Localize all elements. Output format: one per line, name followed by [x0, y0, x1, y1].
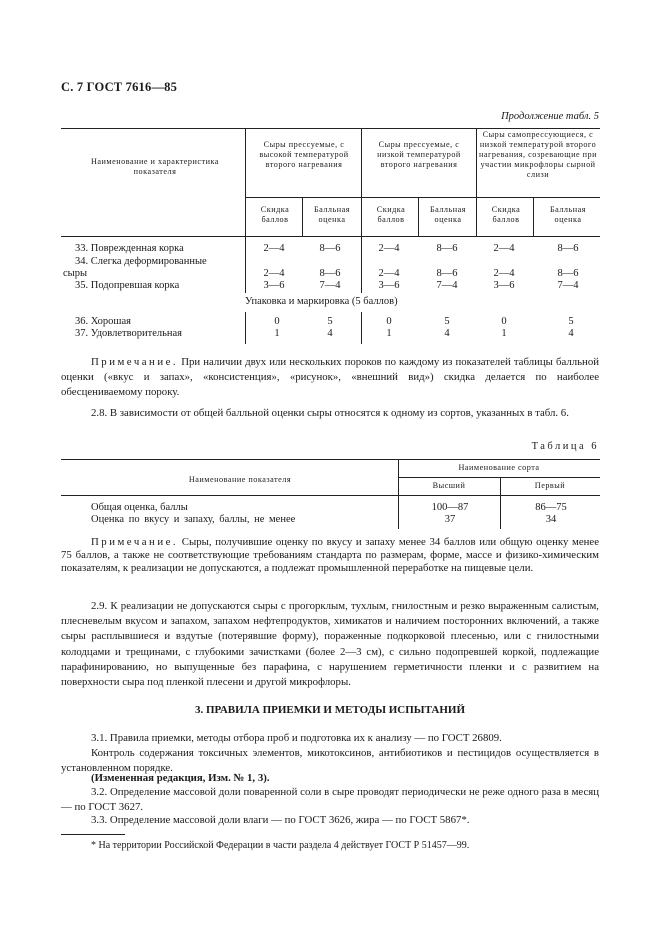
table-row-label: Общая оценка, баллы: [91, 502, 188, 513]
table-row-label: 34. Слегка деформированные: [75, 256, 207, 267]
table-cell: 2—4: [493, 243, 515, 254]
table-row-label: 33. Поврежденная корка: [75, 243, 184, 254]
table-cell: 8—6: [557, 268, 579, 279]
table5-sub-discount: Скидка баллов: [376, 205, 406, 224]
table-cell: 7—4: [319, 280, 341, 291]
table-cell: 0: [501, 316, 507, 327]
table-cell: 2—4: [378, 243, 400, 254]
table-cell: 7—4: [557, 280, 579, 291]
table-row-label: сыры: [63, 268, 88, 279]
table5-group-3: Сыры самопрессующиеся, с низкой температурой второго нагревания, созревающие при участии микрофлоры сырной слизи: [478, 130, 598, 179]
footnote: * На территории Российской Федерации в части раздела 4 действует ГОСТ Р 51457—99.: [91, 840, 470, 851]
table-cell: 1: [386, 328, 392, 339]
paragraph-2-9: 2.9. К реализации не допускаются сыры с прогорклым, тухлым, гнилостным и резко выраженным салистым, плесневелым вкусом и запахом, запахом нефтепродуктов, химикатов и наличием посторонних включений, а также сыры расплывшиеся и вздутые (потерявшие форму), пораженные подкорковой плесенью, или с гнилостными колодцами и трещинами, с глубокими зачистками (более 2—3 см), с сильно подопревшей коркой, подлежащие парафинированию, но выпущенные без парафина, с нарушением герметичности пленки и с развитием на поверхности сыра под пленкой плесени и другой микрофлоры.: [61, 600, 599, 689]
table-cell: 4: [327, 328, 333, 339]
table-cell: 2—4: [493, 268, 515, 279]
table-cell: 4: [444, 328, 450, 339]
table-cell: 5: [568, 316, 574, 327]
page-header: С. 7 ГОСТ 7616—85: [61, 80, 178, 94]
table-cell: 3—6: [263, 280, 285, 291]
table5-sub-score: Балльная оценка: [313, 205, 351, 224]
table-cell: 0: [386, 316, 392, 327]
table6-grade-header: Наименование сорта: [458, 463, 540, 472]
table-row-label: 37. Удовлетворительная: [75, 328, 183, 339]
table-row-label: 35. Подопревшая корка: [75, 280, 180, 291]
table5-sub-score: Балльная оценка: [429, 205, 467, 224]
table-cell: 37: [444, 514, 456, 525]
table5-group-2: Сыры прессуемые, с низкой температурой второго нагревания: [377, 140, 461, 169]
amendment-note: (Измененная редакция, Изм. № 1, 3).: [91, 772, 270, 784]
table5-sub-score: Балльная оценка: [549, 205, 587, 224]
note-2: Примечание. Сыры, получившие оценку по вкусу и запаху менее 34 баллов или общую оценку менее 75 баллов, а также не соответствующие требованиям стандарта по размерам, форме, массе и физико-химическим показателям, к реализации не допускаются, а подлежат промышленной переработке на пищевые цели.: [61, 536, 599, 574]
table-cell: 3—6: [493, 280, 515, 291]
table6-grade-1: Высший: [432, 481, 466, 490]
paragraph-3-2: 3.2. Определение массовой доли поваренной соли в сыре проводят периодически не реже одного раза в месяц — по ГОСТ 3627.: [61, 786, 599, 814]
table-section-label: Упаковка и маркировка (5 баллов): [245, 296, 398, 307]
paragraph-3-1: 3.1. Правила приемки, методы отбора проб и подготовка их к анализу — по ГОСТ 26809.: [91, 732, 502, 744]
table5-group-1: Сыры прессуемые, с высокой температурой второго нагревания: [259, 140, 349, 169]
table-cell: 86—75: [535, 502, 567, 513]
table6-grade-2: Первый: [534, 481, 566, 490]
table6-col-name: Наименование показателя: [188, 475, 292, 484]
table-cell: 1: [501, 328, 507, 339]
table-row-label: Оценка по вкусу и запаху, баллы, не менее: [91, 514, 296, 525]
table-cell: 8—6: [319, 268, 341, 279]
table5-col-name: Наименование и характеристика показателя: [91, 157, 219, 176]
table-6-caption: Таблица 6: [531, 441, 599, 452]
table-cell: 3—6: [378, 280, 400, 291]
note-1: Примечание. При наличии двух или нескольких пороков по каждому из показателей таблицы балльной оценки («вкус и запах», «консистенция», «рисунок», «внешний вид») скидка делается по наиболее обесцениваемому пороку.: [61, 356, 599, 399]
table-cell: 8—6: [557, 243, 579, 254]
table-continuation-label: Продолжение табл. 5: [501, 111, 599, 122]
table-cell: 8—6: [436, 243, 458, 254]
table-cell: 2—4: [263, 268, 285, 279]
table-cell: 7—4: [436, 280, 458, 291]
section-3-title: 3. ПРАВИЛА ПРИЕМКИ И МЕТОДЫ ИСПЫТАНИЙ: [194, 704, 466, 716]
table-cell: 8—6: [319, 243, 341, 254]
paragraph-2-8: 2.8. В зависимости от общей балльной оценки сыры относятся к одному из сортов, указанных в табл. 6.: [91, 407, 569, 419]
table-cell: 0: [274, 316, 280, 327]
table-cell: 100—87: [431, 502, 469, 513]
table5-sub-discount: Скидка баллов: [260, 205, 290, 224]
table-cell: 4: [568, 328, 574, 339]
paragraph-3-1b: Контроль содержания токсичных элементов, микотоксинов, антибиотиков и пестицидов осуществляется в установленном порядке.: [61, 747, 599, 775]
table-cell: 5: [444, 316, 450, 327]
table-cell: 1: [274, 328, 280, 339]
table-row-label: 36. Хорошая: [75, 316, 131, 327]
table-cell: 2—4: [263, 243, 285, 254]
table-cell: 5: [327, 316, 333, 327]
table5-sub-discount: Скидка баллов: [491, 205, 521, 224]
footnote-divider: [61, 834, 125, 835]
paragraph-3-3: 3.3. Определение массовой доли влаги — по ГОСТ 3626, жира — по ГОСТ 5867*.: [91, 814, 470, 826]
table-cell: 2—4: [378, 268, 400, 279]
table-cell: 8—6: [436, 268, 458, 279]
table-cell: 34: [545, 514, 557, 525]
